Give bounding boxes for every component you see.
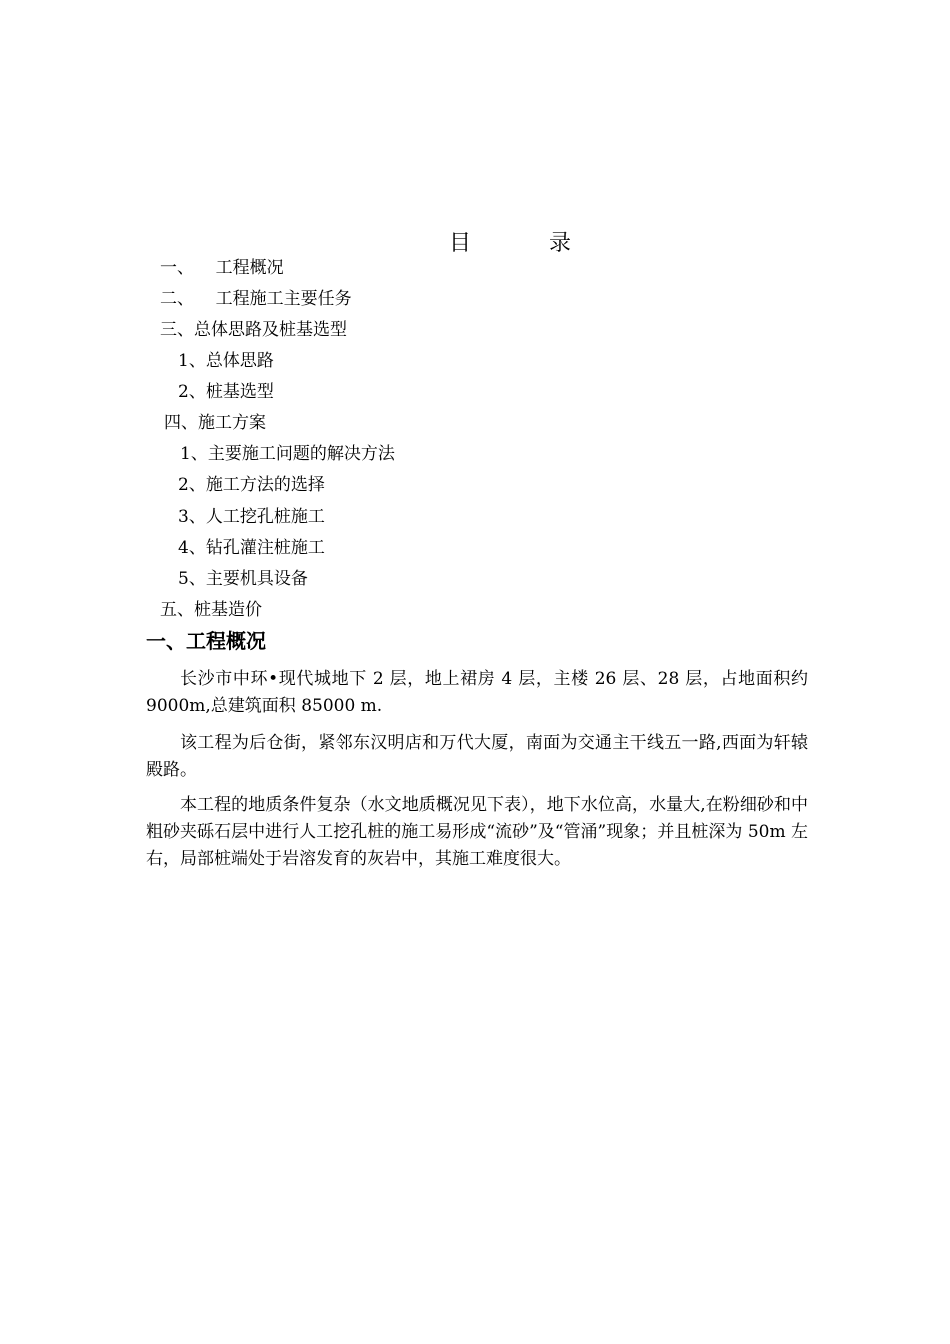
toc-item-4-3: 3、人工挖孔桩施工 — [178, 507, 325, 527]
paragraph-2: 该工程为后仓街，紧邻东汉明店和万代大厦，南面为交通主干线五一路,西面为轩辕殿路。 — [146, 733, 808, 780]
toc-item-4-1: 1、主要施工问题的解决方法 — [180, 444, 395, 464]
toc-item-3-1: 1、总体思路 — [178, 351, 274, 371]
toc-title — [421, 196, 571, 292]
toc-item-4: 四、施工方案 — [164, 413, 266, 433]
toc-item-3: 三、总体思路及桩基选型 — [160, 320, 347, 340]
toc-item-4-2: 2、施工方法的选择 — [178, 475, 325, 495]
toc-item-4-5: 5、主要机具设备 — [178, 569, 308, 589]
toc-title-char-2: 录 — [549, 231, 572, 256]
section-heading: 一、工程概况 — [146, 629, 266, 653]
paragraph-1: 长沙市中环•现代城地下 2 层，地上裙房 4 层，主楼 26 层、28 层，占地面积约 9000m,总建筑面积 85000 m. — [146, 669, 808, 716]
paragraph-3: 本工程的地质条件复杂（水文地质概况见下表），地下水位高，水量大,在粉细砂和中粗砂夹砾石层中进行人工挖孔桩的施工易形成“流砂”及“管涌”现象；并且桩深为 50m 左右，局部桩端处于岩溶发育的灰岩中，其施工难度很大。 — [146, 795, 808, 869]
toc-item-3-2: 2、桩基选型 — [178, 382, 274, 402]
toc-item-5: 五、桩基造价 — [160, 600, 262, 620]
toc-item-4-4: 4、钻孔灌注桩施工 — [178, 538, 325, 558]
toc-item-2: 二、 工程施工主要任务 — [160, 289, 352, 309]
toc-item-1: 一、 工程概况 — [160, 258, 284, 278]
toc-title-char-1: 目 — [448, 231, 471, 256]
